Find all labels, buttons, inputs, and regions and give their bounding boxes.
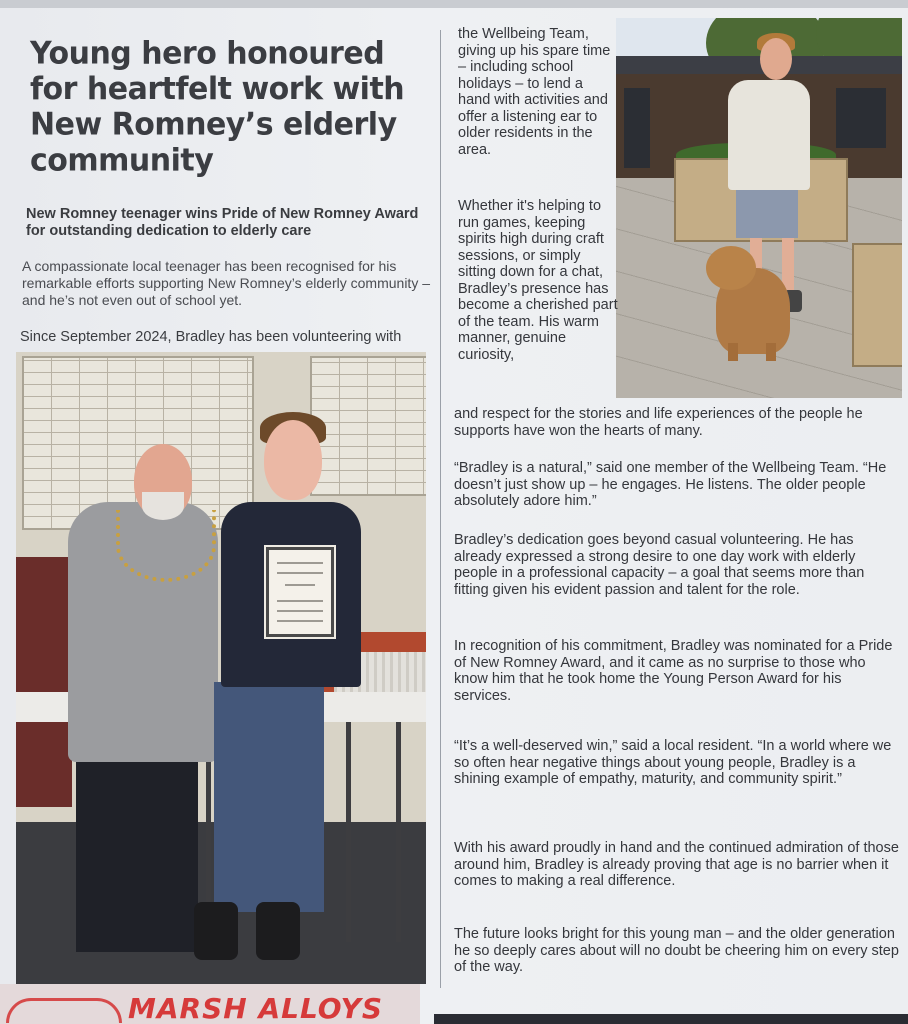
bradley-with-dog-photo xyxy=(616,18,902,398)
body-paragraph: The future looks bright for this young man – and the older generation he so deeply cares about will no doubt be cheering him on every step of the way. xyxy=(454,926,899,975)
article-headline: Young hero honoured for heartfelt work with New Romney’s elderly community xyxy=(30,34,405,179)
car-outline-icon xyxy=(6,998,122,1023)
page-top-shadow xyxy=(0,0,908,8)
body-paragraph: the Wellbeing Team, giving up his spare time – including school holidays – to lend a hand with activities and offer a listening ear to older residents in the area. xyxy=(458,26,611,158)
article-subhead: New Romney teenager wins Pride of New Romney Award for outstanding dedication to elderly care xyxy=(26,206,419,239)
body-quote-paragraph: “Bradley is a natural,” said one member of the Wellbeing Team. “He doesn’t just show up – he engages. He listens. The older people absolutely adore him.” xyxy=(454,460,887,509)
body-quote-paragraph: “It’s a well-deserved win,” said a local resident. “In a world where we so often hear negative things about young people, Bradley is a shining example of empathy, maturity, and community spirit.” xyxy=(454,738,892,787)
advert-text: MARSH ALLOYS xyxy=(128,992,384,1024)
body-paragraph: and respect for the stories and life experiences of the people he supports have won the hearts of many. xyxy=(454,406,863,439)
body-paragraph: Whether it's helping to run games, keeping spirits high during craft sessions, or simply sitting down for a chat, Bradley’s presence has become a cherished part of the team. His warm manner, genuine curiosity, xyxy=(458,198,618,363)
award-ceremony-photo xyxy=(16,352,426,984)
advert-dark-strip xyxy=(434,1014,908,1024)
body-paragraph: Bradley’s dedication goes beyond casual volunteering. He has already expressed a strong desire to one day work with elderly people in a professional capacity – a goal that seems more than fitting given his evident passion and talent for the role. xyxy=(454,532,865,598)
article-intro: A compassionate local teenager has been recognised for his remarkable efforts supporting New Romney’s elderly community – and he’s not even out of school yet. xyxy=(22,258,430,308)
award-certificate xyxy=(266,547,334,637)
advert-banner xyxy=(0,984,420,1024)
honours-board-right xyxy=(310,356,426,496)
bradley-standing-figure xyxy=(728,80,810,190)
article-lead-line: Since September 2024, Bradley has been volunteering with xyxy=(20,329,402,345)
column-divider xyxy=(440,30,441,988)
body-paragraph: With his award proudly in hand and the continued admiration of those around him, Bradley is already proving that age is no barrier when it comes to making a real difference. xyxy=(454,840,899,889)
body-paragraph: In recognition of his commitment, Bradley was nominated for a Pride of New Romney Award, and it came as no surprise to those who know him that he took home the Young Person Award for his services. xyxy=(454,638,893,704)
mayoral-chain xyxy=(116,510,216,582)
